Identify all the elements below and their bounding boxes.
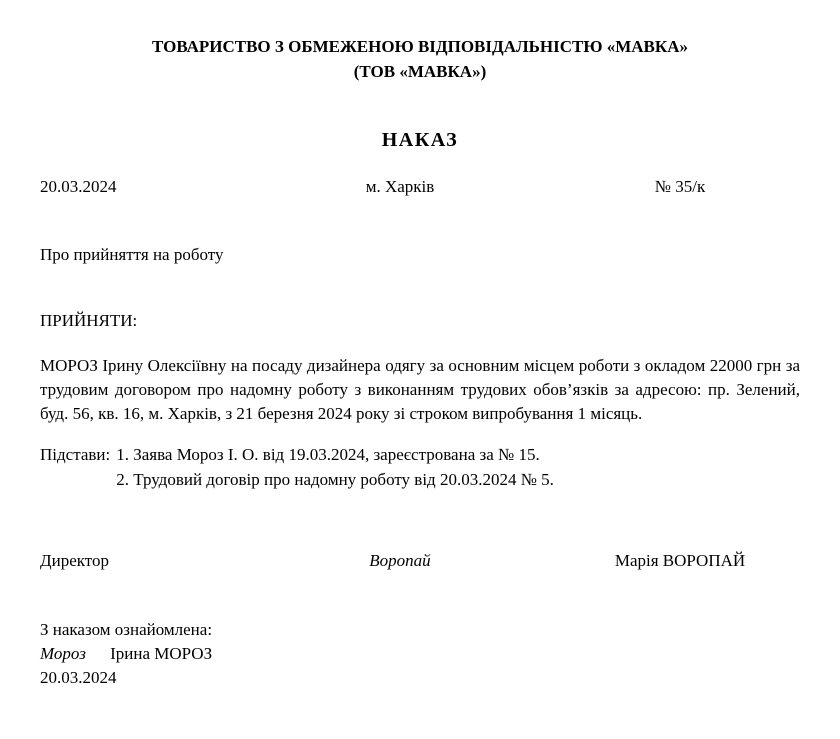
company-header [40,34,800,84]
employee-name: Ірина МОРОЗ [110,644,213,663]
grounds-label: Підстави: [40,445,111,464]
director-signature-row [40,552,800,570]
signer-position: Директор [40,551,109,570]
document-number: № 35/к [654,177,706,196]
acknowledgement-date: 20.03.2024 [40,668,117,687]
company-name-short: (ТОВ «МАВКА») [353,62,487,81]
grounds-item-2: 2. Трудовий договір про надомну роботу від 20.03.2024 № 5. [116,470,554,489]
meta-row [40,178,800,196]
grounds-item-1: 1. Заява Мороз І. О. від 19.03.2024, зареєстрована за № 15. [116,445,540,464]
director-handwritten-signature: Воропай [369,551,431,570]
directive-heading: ПРИЙНЯТИ: [40,311,138,330]
document-date: 20.03.2024 [40,177,117,196]
grounds-section [40,442,800,492]
order-body-paragraph: МОРОЗ Ірину Олексіївну на посаду дизайнера одягу за основним місцем роботи з окладом 22000 грн за трудовим договором про надомну роботу з виконанням трудових обов’язків за адресою: пр. Зелений, буд. 56, кв. 16, м. Харків, з 21 березня 2024 року зі строком випробування 1 місяць. [40,356,800,423]
acknowledgement-signature-line [40,642,800,666]
acknowledgement-label: З наказом ознайомлена: [40,620,213,639]
grounds-items [116,442,554,492]
employee-handwritten-signature: Мороз [40,644,86,663]
director-name: Марія ВОРОПАЙ [614,551,746,570]
company-name-full: ТОВАРИСТВО З ОБМЕЖЕНОЮ ВІДПОВІДАЛЬНІСТЮ «МАВКА» [151,37,688,56]
acknowledgement-section [40,618,800,690]
document-title: НАКАЗ [381,129,459,151]
document-subject: Про прийняття на роботу [40,245,224,264]
document-city: м. Харків [365,177,435,196]
